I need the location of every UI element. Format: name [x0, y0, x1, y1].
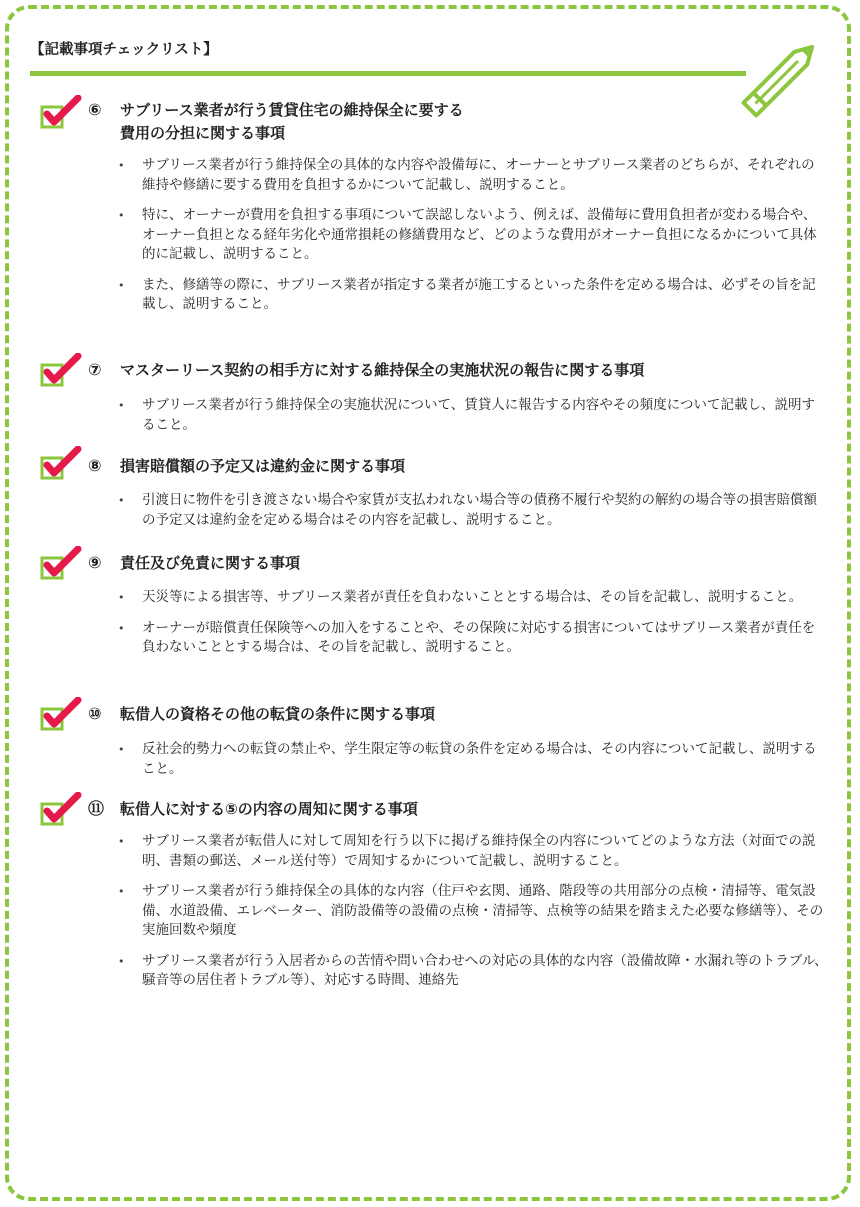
- list-item: • サブリース業者が行う入居者からの苦情や問い合わせへの対応の具体的な内容（設備故障・水漏れ等のトラブル、騒音等の居住者トラブル等）、対応する時間、連絡先: [118, 952, 828, 991]
- list-item: • 反社会的勢力への転貸の禁止や、学生限定等の転貸の条件を定める場合は、その内容について記載し、説明すること。: [118, 740, 828, 779]
- list-item: • 特に、オーナーが費用を負担する事項について誤認しないよう、例えば、設備毎に費用負担者が変わる場合や、オーナー負担となる経年劣化や通常損耗の修繕費用など、どのような費用がオーナー負担になるかについて具体的に記載し、説明すること。: [118, 206, 828, 265]
- section-number: ⑥: [88, 100, 102, 119]
- section-number: ⑧: [88, 456, 102, 475]
- section-number: ⑩: [88, 704, 102, 723]
- section-number: ⑦: [88, 360, 102, 379]
- checkbox-check-icon: [40, 697, 82, 731]
- checkbox-check-icon: [40, 95, 82, 129]
- section-title: 転借人に対する⑤の内容の周知に関する事項: [120, 800, 418, 818]
- header-underline: [30, 71, 746, 76]
- section-title: 責任及び免責に関する事項: [120, 554, 301, 572]
- section-title: マスターリース契約の相手方に対する維持保全の実施状況の報告に関する事項: [120, 361, 645, 379]
- list-item: • 引渡日に物件を引き渡さない場合や家賃が支払われない場合等の債務不履行や契約の解約の場合等の損害賠償額の予定又は違約金を定める場合はその内容を記載し、説明すること。: [118, 491, 828, 530]
- bullet-list: [118, 832, 828, 1002]
- section-number: ⑪: [88, 799, 105, 818]
- list-item: • サブリース業者が転借人に対して周知を行う以下に掲げる維持保全の内容についてどのような方法（対面での説明、書類の郵送、メール送付等）で周知するかについて記載し、説明すること。: [118, 832, 828, 871]
- checkbox-check-icon: [40, 446, 82, 480]
- bullet-list: [118, 491, 828, 541]
- list-item: • 天災等による損害等、サブリース業者が責任を負わないこととする場合は、その旨を記載し、説明すること。: [118, 588, 828, 608]
- checkbox-check-icon: [40, 546, 82, 580]
- page-title: 【記載事項チェックリスト】: [30, 42, 218, 58]
- section-title: サブリース業者が行う賃貸住宅の維持保全に要する: [120, 101, 464, 119]
- bullet-list: [118, 396, 828, 446]
- pencil-icon: [733, 30, 833, 126]
- list-item: • また、修繕等の際に、サブリース業者が指定する業者が施工するといった条件を定める場合は、必ずその旨を記載し、説明すること。: [118, 276, 828, 315]
- bullet-list: [118, 156, 828, 326]
- checkbox-check-icon: [40, 792, 82, 826]
- bullet-list: [118, 588, 828, 669]
- list-item: • サブリース業者が行う維持保全の具体的な内容（住戸や玄関、通路、階段等の共用部分の点検・清掃等、電気設備、水道設備、エレベーター、消防設備等の設備の点検・清掃等、点検等の結果を踏まえた必要な修繕等）、その実施回数や頻度: [118, 882, 828, 941]
- bullet-list: [118, 740, 828, 790]
- list-item: • サブリース業者が行う維持保全の実施状況について、賃貸人に報告する内容やその頻度について記載し、説明すること。: [118, 396, 828, 435]
- section-title-line2: 費用の分担に関する事項: [120, 124, 286, 142]
- section-title: 転借人の資格その他の転貸の条件に関する事項: [120, 705, 436, 723]
- list-item: • サブリース業者が行う維持保全の具体的な内容や設備毎に、オーナーとサブリース業者のどちらが、それぞれの維持や修繕に要する費用を負担するかについて記載し、説明すること。: [118, 156, 828, 195]
- checkbox-check-icon: [40, 353, 82, 387]
- list-item: • オーナーが賠償責任保険等への加入をすることや、その保険に対応する損害についてはサブリース業者が責任を負わないこととする場合は、その旨を記載し、説明すること。: [118, 619, 828, 658]
- section-number: ⑨: [88, 553, 102, 572]
- section-title: 損害賠償額の予定又は違約金に関する事項: [120, 457, 406, 475]
